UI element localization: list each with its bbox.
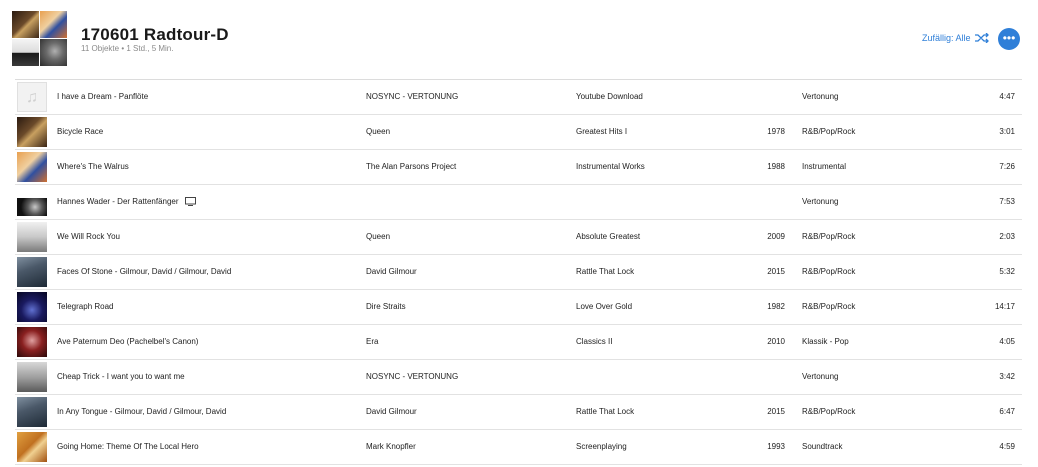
track-artist-text: Era [366,337,379,346]
track-genre [802,185,838,219]
track-genre-text: R&B/Pop/Rock [802,267,856,276]
track-title-text: Where's The Walrus [57,162,129,171]
track-title-text: Hannes Wader - Der Rattenfänger [57,197,179,206]
track-title-text: We Will Rock You [57,232,120,241]
track-album [576,80,643,114]
track-genre-text: Vertonung [802,372,839,381]
album-artwork [17,152,47,182]
track-album [576,430,627,464]
track-album [576,115,627,149]
track-album [576,220,640,254]
track-year [755,150,785,184]
track-duration-text: 7:26 [999,162,1015,171]
track-genre-text: R&B/Pop/Rock [802,232,856,241]
track-genre-text: R&B/Pop/Rock [802,127,856,136]
track-artist [366,255,417,289]
track-duration [975,395,1015,429]
album-artwork [17,327,47,357]
track-duration [975,290,1015,324]
track-genre-text: R&B/Pop/Rock [802,407,856,416]
track-year-text: 1978 [767,127,785,136]
track-album-text: Absolute Greatest [576,232,641,241]
track-row[interactable] [15,115,1022,150]
more-options-button[interactable]: ••• [998,28,1020,50]
track-artist-text: The Alan Parsons Project [366,162,457,171]
track-row[interactable] [15,255,1022,290]
track-year-text: 1982 [767,302,785,311]
track-title-text: In Any Tongue - Gilmour, David / Gilmour, David [57,407,227,416]
track-duration-text: 3:42 [999,372,1015,381]
track-album [576,290,632,324]
track-duration-text: 6:47 [999,407,1015,416]
track-title-text: Bicycle Race [57,127,104,136]
video-icon [185,197,196,206]
track-title [57,290,113,324]
shuffle-button[interactable] [922,33,989,43]
track-album [576,395,634,429]
track-title [57,115,103,149]
track-album-text: Rattle That Lock [576,407,635,416]
track-title-text: Ave Paternum Deo (Pachelbel's Canon) [57,337,199,346]
album-artwork [17,432,47,462]
track-genre-text: Soundtrack [802,442,843,451]
track-year-text: 2009 [767,232,785,241]
track-genre [802,290,855,324]
track-genre-text: Instrumental [802,162,847,171]
track-row[interactable] [15,395,1022,430]
track-row[interactable] [15,80,1022,115]
track-artist [366,115,390,149]
track-title [57,395,226,429]
track-artist-text: Dire Straits [366,302,406,311]
track-year-text: 1988 [767,162,785,171]
track-title [57,325,198,359]
track-title-text: I have a Dream - Panflöte [57,92,149,101]
track-duration [975,185,1015,219]
track-year-text: 2015 [767,267,785,276]
track-title [57,150,129,184]
track-artist [366,430,416,464]
track-genre-text: R&B/Pop/Rock [802,302,856,311]
track-title [57,255,231,289]
track-artist [366,220,390,254]
track-duration-text: 14:17 [994,302,1015,311]
track-album-text: Instrumental Works [576,162,645,171]
track-album-text: Classics II [576,337,613,346]
track-duration-text: 5:32 [999,267,1015,276]
playlist-artwork[interactable] [12,11,68,67]
album-artwork [17,362,47,392]
track-title [57,220,120,254]
album-artwork [17,222,47,252]
track-genre-text: Vertonung [802,92,839,101]
track-duration [975,150,1015,184]
shuffle-icon [975,33,989,43]
shuffle-label: Zufällig: Alle [922,33,971,43]
track-genre [802,150,846,184]
track-genre [802,220,855,254]
track-artist-text: David Gilmour [366,407,417,416]
track-duration [975,255,1015,289]
track-artist [366,80,458,114]
track-year [755,255,785,289]
album-artwork [17,82,47,112]
album-artwork [17,257,47,287]
track-row[interactable] [15,430,1022,465]
track-duration [975,325,1015,359]
track-genre-text: Klassik - Pop [802,337,849,346]
track-genre-text: Vertonung [802,197,839,206]
track-genre [802,255,855,289]
track-year [755,360,785,394]
track-title [57,80,148,114]
track-artist [366,395,417,429]
track-duration-text: 3:01 [999,127,1015,136]
track-duration [975,80,1015,114]
track-album-text: Youtube Download [576,92,643,101]
track-album-text: Greatest Hits I [576,127,628,136]
track-list [15,80,1022,465]
track-duration-text: 2:03 [999,232,1015,241]
album-artwork [17,198,47,216]
track-genre [802,360,838,394]
track-genre [802,80,838,114]
track-duration [975,360,1015,394]
track-year-text: 1993 [767,442,785,451]
track-year [755,290,785,324]
track-duration [975,220,1015,254]
track-year [755,115,785,149]
track-genre [802,395,855,429]
track-duration [975,115,1015,149]
track-year-text: 2015 [767,407,785,416]
track-album [576,325,612,359]
track-artist [366,325,378,359]
track-duration-text: 4:47 [999,92,1015,101]
track-row[interactable] [15,220,1022,255]
track-duration-text: 4:59 [999,442,1015,451]
track-artist-text: Mark Knopfler [366,442,416,451]
playlist-subtitle: 11 Objekte • 1 Std., 5 Min. [81,44,174,53]
track-row[interactable] [15,185,1022,220]
track-year [755,430,785,464]
track-album [576,255,634,289]
album-artwork [17,292,47,322]
track-row[interactable] [15,150,1022,185]
track-album [576,150,645,184]
album-artwork [17,117,47,147]
track-title [57,185,196,219]
track-title-text: Going Home: Theme Of The Local Hero [57,442,199,451]
track-artist-text: David Gilmour [366,267,417,276]
track-album-text: Love Over Gold [576,302,633,311]
track-artist [366,360,458,394]
track-title-text: Faces Of Stone - Gilmour, David / Gilmour, David [57,267,232,276]
track-title [57,360,185,394]
track-row[interactable] [15,325,1022,360]
artwork-tile [40,39,67,66]
track-title-text: Cheap Trick - I want you to want me [57,372,185,381]
album-artwork [17,397,47,427]
track-artist [366,290,406,324]
track-artist-text: Queen [366,127,391,136]
track-duration-text: 4:05 [999,337,1015,346]
track-year [755,80,785,114]
track-row[interactable] [15,290,1022,325]
track-year [755,325,785,359]
track-year [755,220,785,254]
music-note-icon: ♫ [26,89,38,106]
track-duration [975,430,1015,464]
artwork-tile [12,39,39,66]
track-duration-text: 7:53 [999,197,1015,206]
track-artist-text: NOSYNC - VERTONUNG [366,92,459,101]
track-genre [802,325,849,359]
artwork-tile [12,11,39,38]
playlist-title: 170601 Radtour-D [81,25,229,44]
track-album-text: Rattle That Lock [576,267,635,276]
track-title [57,430,199,464]
track-year [755,185,785,219]
track-genre [802,115,855,149]
track-album-text: Screenplaying [576,442,627,451]
track-row[interactable] [15,360,1022,395]
track-artist [366,150,456,184]
track-year-text: 2010 [767,337,785,346]
track-artist-text: Queen [366,232,391,241]
playlist-header [0,0,1038,79]
track-year [755,395,785,429]
artwork-tile [40,11,67,38]
track-genre [802,430,842,464]
track-title-text: Telegraph Road [57,302,114,311]
track-artist-text: NOSYNC - VERTONUNG [366,372,459,381]
